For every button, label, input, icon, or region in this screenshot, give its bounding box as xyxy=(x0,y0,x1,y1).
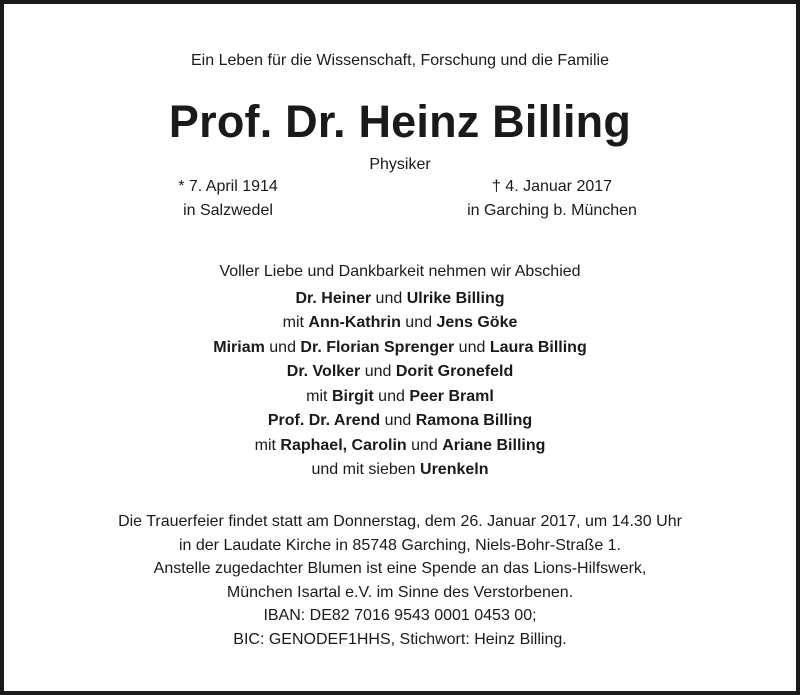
family-member-name: Ariane Billing xyxy=(442,436,546,454)
profession: Physiker xyxy=(369,156,431,173)
family-member-name: Dorit Gronefeld xyxy=(395,363,514,380)
family-connector: und xyxy=(360,363,396,380)
family-connector: mit xyxy=(254,436,281,454)
family-line xyxy=(4,336,796,361)
family-line xyxy=(4,458,796,483)
family-line xyxy=(4,385,796,410)
deceased-name: Prof. Dr. Heinz Billing xyxy=(168,96,632,147)
family-list xyxy=(4,287,796,483)
family-line xyxy=(4,311,796,336)
family-connector: mit xyxy=(306,387,332,405)
family-member-name: Dr. Florian Sprenger xyxy=(300,338,455,356)
family-member-name: Ann-Kathrin xyxy=(308,314,401,331)
family-member-name: Ramona Billing xyxy=(415,412,533,429)
family-connector: und mit sieben xyxy=(311,461,421,478)
detail-line: Die Trauerfeier findet statt am Donnerstag, dem 26. Januar 2017, um 14.30 Uhr xyxy=(118,513,682,530)
death-info xyxy=(452,175,652,223)
detail-line: BIC: GENODEF1HHS, Stichwort: Heinz Billing. xyxy=(233,630,567,648)
family-connector: und xyxy=(264,338,301,356)
detail-line: Anstelle zugedachter Blumen ist eine Spende an das Lions-Hilfswerk, xyxy=(153,560,647,578)
family-connector: und xyxy=(373,387,410,405)
birth-place: in Salzwedel xyxy=(183,202,273,219)
family-line xyxy=(4,287,796,312)
family-member-name: Ulrike Billing xyxy=(406,289,505,307)
family-connector: und xyxy=(400,314,437,331)
death-place: in Garching b. München xyxy=(467,202,637,219)
tagline: Ein Leben für die Wissenschaft, Forschung und die Familie xyxy=(191,52,609,69)
funeral-details xyxy=(4,510,796,652)
detail-line: in der Laudate Kirche in 85748 Garching, Niels-Bohr-Straße 1. xyxy=(178,536,621,554)
family-line xyxy=(4,434,796,459)
family-connector: und xyxy=(371,289,407,307)
family-member-name: Birgit xyxy=(331,387,374,405)
family-connector: und xyxy=(380,412,416,429)
family-member-name: Jens Göke xyxy=(436,314,518,331)
birth-date: * 7. April 1914 xyxy=(178,178,278,195)
birth-info xyxy=(128,175,328,223)
family-connector: mit xyxy=(282,314,309,331)
family-member-name: Laura Billing xyxy=(489,338,587,356)
family-member-name: Peer Braml xyxy=(409,387,494,405)
family-section xyxy=(4,260,796,483)
family-member-name: Prof. Dr. Arend xyxy=(267,412,381,429)
family-member-name: Miriam xyxy=(213,338,265,356)
family-member-name: Dr. Heiner xyxy=(295,289,372,307)
family-connector: und xyxy=(454,338,490,356)
detail-line: IBAN: DE82 7016 9543 0001 0453 00; xyxy=(263,607,537,625)
detail-line: München Isartal e.V. im Sinne des Verstorbenen. xyxy=(226,583,574,601)
family-member-name: Raphael, Carolin xyxy=(280,436,407,454)
family-intro: Voller Liebe und Dankbarkeit nehmen wir Abschied xyxy=(219,263,581,280)
family-connector: und xyxy=(406,436,443,454)
family-member-name: Urenkeln xyxy=(420,461,489,478)
family-line xyxy=(4,360,796,385)
death-date: † 4. Januar 2017 xyxy=(491,178,613,195)
family-line xyxy=(4,409,796,434)
family-member-name: Dr. Volker xyxy=(286,363,361,380)
